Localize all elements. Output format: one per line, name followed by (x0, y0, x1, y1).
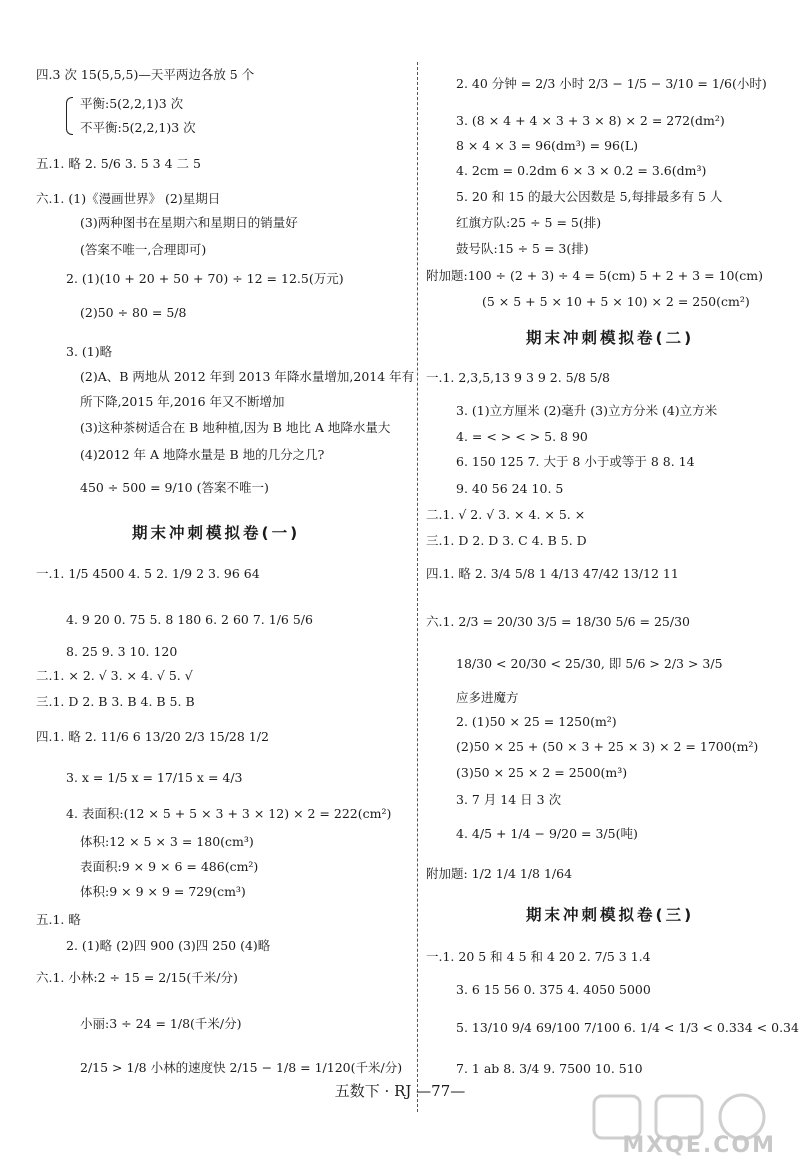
right-answer-line: 3. 6 15 56 0. 375 4. 4050 5000 (456, 982, 651, 997)
section-heading-2: 期末冲刺模拟卷(二) (526, 329, 695, 347)
right-answer-line: 7. 1 ab 8. 3/4 9. 7500 10. 510 (456, 1061, 643, 1076)
column-divider (417, 62, 419, 1112)
right-answer-line: 5. 20 和 15 的最大公因数是 5,每排最多有 5 人 (456, 189, 723, 204)
left-answer-line: 四.3 次 15(5,5,5)—天平两边各放 5 个 (36, 67, 255, 82)
right-answer-line: (5 × 5 + 5 × 10 + 5 × 10) × 2 = 250(cm²) (482, 294, 750, 309)
left-answer-line: 8. 25 9. 3 10. 120 (66, 644, 178, 659)
section-heading-1: 期末冲刺模拟卷(一) (132, 524, 301, 542)
left-answer-line: 六.1. 小林:2 ÷ 15 = 2/15(千米/分) (36, 970, 238, 985)
right-answer-line: 应多进魔方 (456, 690, 519, 705)
left-answer-line: 六.1. (1)《漫画世界》 (2)星期日 (36, 191, 221, 206)
left-answer-line: 平衡:5(2,2,1)3 次 (80, 96, 184, 111)
right-answer-line: 8 × 4 × 3 = 96(dm³) = 96(L) (456, 138, 639, 153)
left-answer-line: 所下降,2015 年,2016 年又不断增加 (80, 394, 285, 409)
left-answer-line: 4. 9 20 0. 75 5. 8 180 6. 2 60 7. 1/6 5/6 (66, 612, 313, 627)
left-answer-line: (3)两种图书在星期六和星期日的销量好 (80, 215, 298, 230)
right-answer-line: 三.1. D 2. D 3. C 4. B 5. D (426, 533, 587, 548)
left-answer-line: 体积:12 × 5 × 3 = 180(cm³) (80, 834, 254, 849)
right-answer-line: 4. 4/5 + 1/4 − 9/20 = 3/5(吨) (456, 826, 638, 841)
left-answer-line: 450 ÷ 500 = 9/10 (答案不唯一) (80, 480, 269, 495)
right-answer-line: 附加题:100 ÷ (2 + 3) ÷ 4 = 5(cm) 5 + 2 + 3 = 10(cm) (426, 268, 764, 283)
left-answer-line: 一.1. 1/5 4500 4. 5 2. 1/9 2 3. 96 64 (36, 566, 260, 581)
left-answer-line: (4)2012 年 A 地降水量是 B 地的几分之几? (80, 447, 325, 462)
right-answer-line: 4. 2cm = 0.2dm 6 × 3 × 0.2 = 3.6(dm³) (456, 163, 707, 178)
left-answer-line: 五.1. 略 (36, 912, 81, 927)
right-answer-line: 9. 40 56 24 10. 5 (456, 481, 564, 496)
right-answer-line: (3)50 × 25 × 2 = 2500(m³) (456, 765, 628, 780)
left-answer-line: 三.1. D 2. B 3. B 4. B 5. B (36, 694, 195, 709)
right-answer-line: 四.1. 略 2. 3/4 5/8 1 4/13 47/42 13/12 11 (426, 566, 679, 581)
right-answer-line: 一.1. 20 5 和 4 5 和 4 20 2. 7/5 3 1.4 (426, 949, 651, 964)
right-answer-line: 6. 150 125 7. 大于 8 小于或等于 8 8. 14 (456, 454, 695, 469)
left-answer-line: 不平衡:5(2,2,1)3 次 (80, 120, 196, 135)
left-answer-line: 2. (1)(10 + 20 + 50 + 70) ÷ 12 = 12.5(万元) (66, 271, 344, 286)
left-answer-line: (2)50 ÷ 80 = 5/8 (80, 305, 187, 320)
left-answer-line: 表面积:9 × 9 × 6 = 486(cm²) (80, 859, 259, 874)
right-answer-line: 一.1. 2,3,5,13 9 3 9 2. 5/8 5/8 (426, 370, 610, 385)
left-answer-line: (3)这种茶树适合在 B 地种植,因为 B 地比 A 地降水量大 (80, 420, 391, 435)
right-answer-line: 3. (8 × 4 + 4 × 3 + 3 × 8) × 2 = 272(dm²) (456, 113, 725, 128)
right-answer-line: 2. 40 分钟 = 2/3 小时 2/3 − 1/5 − 3/10 = 1/6(小时) (456, 76, 767, 91)
left-answer-line: 二.1. × 2. √ 3. × 4. √ 5. √ (36, 668, 193, 683)
right-answer-line: 2. (1)50 × 25 = 1250(m²) (456, 714, 617, 729)
left-answer-line: 五.1. 略 2. 5/6 3. 5 3 4 二 5 (36, 156, 201, 171)
right-answer-line: 二.1. √ 2. √ 3. × 4. × 5. × (426, 507, 586, 522)
left-answer-line: 四.1. 略 2. 11/6 6 13/20 2/3 15/28 1/2 (36, 729, 269, 744)
left-answer-line: 体积:9 × 9 × 9 = 729(cm³) (80, 884, 246, 899)
left-answer-line: 3. (1)略 (66, 344, 113, 359)
page-footer: 五数下 · RJ —77— (334, 1082, 466, 1100)
brace-symbol (66, 97, 73, 135)
left-answer-line: (答案不唯一,合理即可) (80, 242, 207, 257)
right-answer-line: 3. 7 月 14 日 3 次 (456, 792, 562, 807)
right-answer-line: 3. (1)立方厘米 (2)毫升 (3)立方分米 (4)立方米 (456, 403, 718, 418)
left-answer-line: 2. (1)略 (2)四 900 (3)四 250 (4)略 (66, 938, 271, 953)
watermark-text: MXQE.COM (622, 1133, 776, 1158)
left-answer-line: (2)A、B 两地从 2012 年到 2013 年降水量增加,2014 年有 (80, 369, 415, 384)
right-answer-line: (2)50 × 25 + (50 × 3 + 25 × 3) × 2 = 1700(m²) (456, 739, 759, 754)
section-heading-3: 期末冲刺模拟卷(三) (526, 906, 695, 924)
left-answer-line: 3. x = 1/5 x = 17/15 x = 4/3 (66, 770, 243, 785)
right-answer-line: 鼓号队:15 ÷ 5 = 3(排) (456, 241, 589, 256)
right-answer-line: 附加题: 1/2 1/4 1/8 1/64 (426, 866, 573, 881)
right-answer-line: 红旗方队:25 ÷ 5 = 5(排) (456, 215, 602, 230)
left-answer-line: 小丽:3 ÷ 24 = 1/8(千米/分) (80, 1016, 242, 1031)
right-answer-line: 六.1. 2/3 = 20/30 3/5 = 18/30 5/6 = 25/30 (426, 614, 691, 629)
right-answer-line: 5. 13/10 9/4 69/100 7/100 6. 1/4 < 1/3 < 0.334 < 0.34 (456, 1020, 799, 1035)
left-answer-line: 2/15 > 1/8 小林的速度快 2/15 − 1/8 = 1/120(千米/分) (80, 1060, 403, 1075)
right-answer-line: 18/30 < 20/30 < 25/30, 即 5/6 > 2/3 > 3/5 (456, 656, 723, 671)
right-answer-line: 4. = < > < > 5. 8 90 (456, 429, 588, 444)
left-answer-line: 4. 表面积:(12 × 5 + 5 × 3 + 3 × 12) × 2 = 222(cm²) (66, 806, 392, 821)
